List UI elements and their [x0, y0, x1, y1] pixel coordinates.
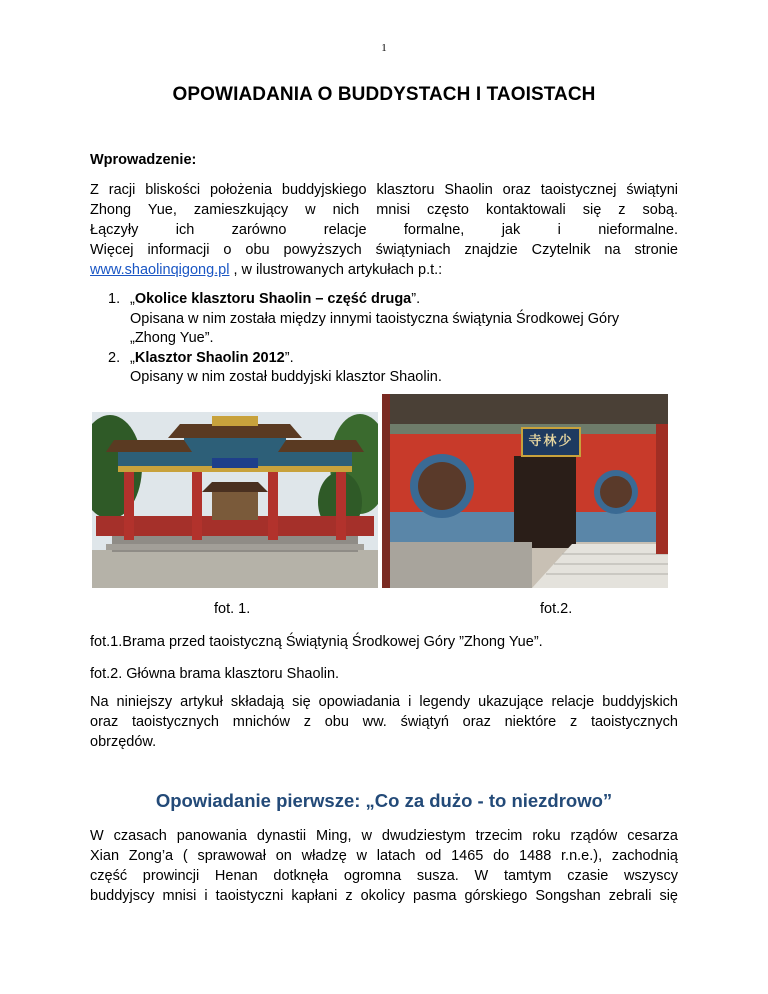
quote-open: „ [130, 291, 135, 307]
list-item-desc: Opisana w nim została między innymi taoistyczna świątynia Środkowej Góry [130, 310, 620, 327]
section-heading [0, 790, 768, 812]
intro-paragraph [90, 180, 678, 280]
intro-line-with-link [90, 260, 678, 280]
caption-photo2: fot.2. Główna brama klasztoru Shaolin. [90, 666, 340, 682]
paragraph-line: obrzędów. [90, 734, 157, 750]
quote-close: ”. [411, 291, 421, 307]
photo-shaolin-gate [382, 394, 668, 588]
section-heading-quote: „Co za dużo - to niezdrowo” [365, 790, 613, 811]
intro-line: Więcej informacji o obu powyższych świątyniach znajdzie Czytelnik na stronie [90, 242, 678, 258]
article-list [90, 290, 678, 388]
story-line: Xian Zong’a ( sprawował on władzę w latach od 1465 do 1488 r.n.e.), zachodnią [90, 848, 678, 864]
intro-line: Zhong Yue, zamieszkujący w nich mnisi często kontaktowali się z sobą. [90, 202, 678, 218]
page-number: 1 [381, 42, 387, 54]
story-line: W czasach panowania dynastii Ming, w dwudziestym trzecim roku rządów cesarza [90, 828, 678, 844]
intro-link-suffix: , w ilustrowanych artykułach p.t.: [229, 262, 443, 278]
paragraph-line: Na niniejszy artykuł składają się opowiadania i legendy ukazujące relacje buddyjskich [90, 694, 678, 710]
list-item-desc: Opisany w nim został buddyjski klasztor Shaolin. [130, 369, 442, 385]
quote-open: „ [130, 349, 135, 366]
website-link[interactable]: www.shaolinqigong.pl [90, 262, 230, 278]
story-line: część prowincji Henan dotknęła ogromna susza. W tamtym czasie wszyscy [90, 868, 678, 884]
intro-line: Z racji bliskości położenia buddyjskiego klasztoru Shaolin oraz taoistycznej świątyni [90, 182, 678, 198]
quote-close: ”. [284, 349, 294, 366]
intro-line: Łączyły ich zarówno relacje formalne, jak i nieformalne. [90, 222, 678, 238]
photo2-label: fot.2. [540, 601, 573, 617]
temple-sign: 寺林少 [528, 434, 574, 449]
list-item-title [130, 349, 678, 369]
intro-paragraph-2 [90, 692, 678, 752]
list-item-desc: „Zhong Yue”. [130, 330, 214, 346]
article-title: Okolice klasztoru Shaolin – część druga [134, 291, 412, 307]
caption-photo1: fot.1.Brama przed taoistyczną Świątynią Środkowej Góry ”Zhong Yue”. [90, 634, 543, 650]
list-item-title [130, 290, 678, 310]
paragraph-line: oraz taoistycznych mnichów z obu ww. świątyń oraz niektóre z taoistycznych [90, 714, 678, 730]
list-item [90, 349, 678, 388]
article-title: Klasztor Shaolin 2012 [134, 349, 285, 366]
list-number: 1. [108, 291, 121, 307]
list-number: 2. [108, 349, 121, 366]
section-heading-prefix: Opowiadanie pierwsze: [155, 790, 366, 811]
photo1-label: fot. 1. [214, 601, 251, 617]
shaolin-gate-illustration [382, 394, 668, 588]
photo-zhong-yue-gate [92, 412, 378, 588]
story-line: buddyjscy mnisi i taoistyczni kapłani z okolicy pasma górskiego Songshan zebrali się [90, 888, 678, 904]
document-title: OPOWIADANIA O BUDDYSTACH I TAOISTACH [172, 84, 596, 105]
story-paragraph [90, 826, 678, 906]
gate-illustration [92, 412, 378, 588]
intro-heading: Wprowadzenie: [90, 152, 197, 168]
list-item [90, 290, 678, 349]
